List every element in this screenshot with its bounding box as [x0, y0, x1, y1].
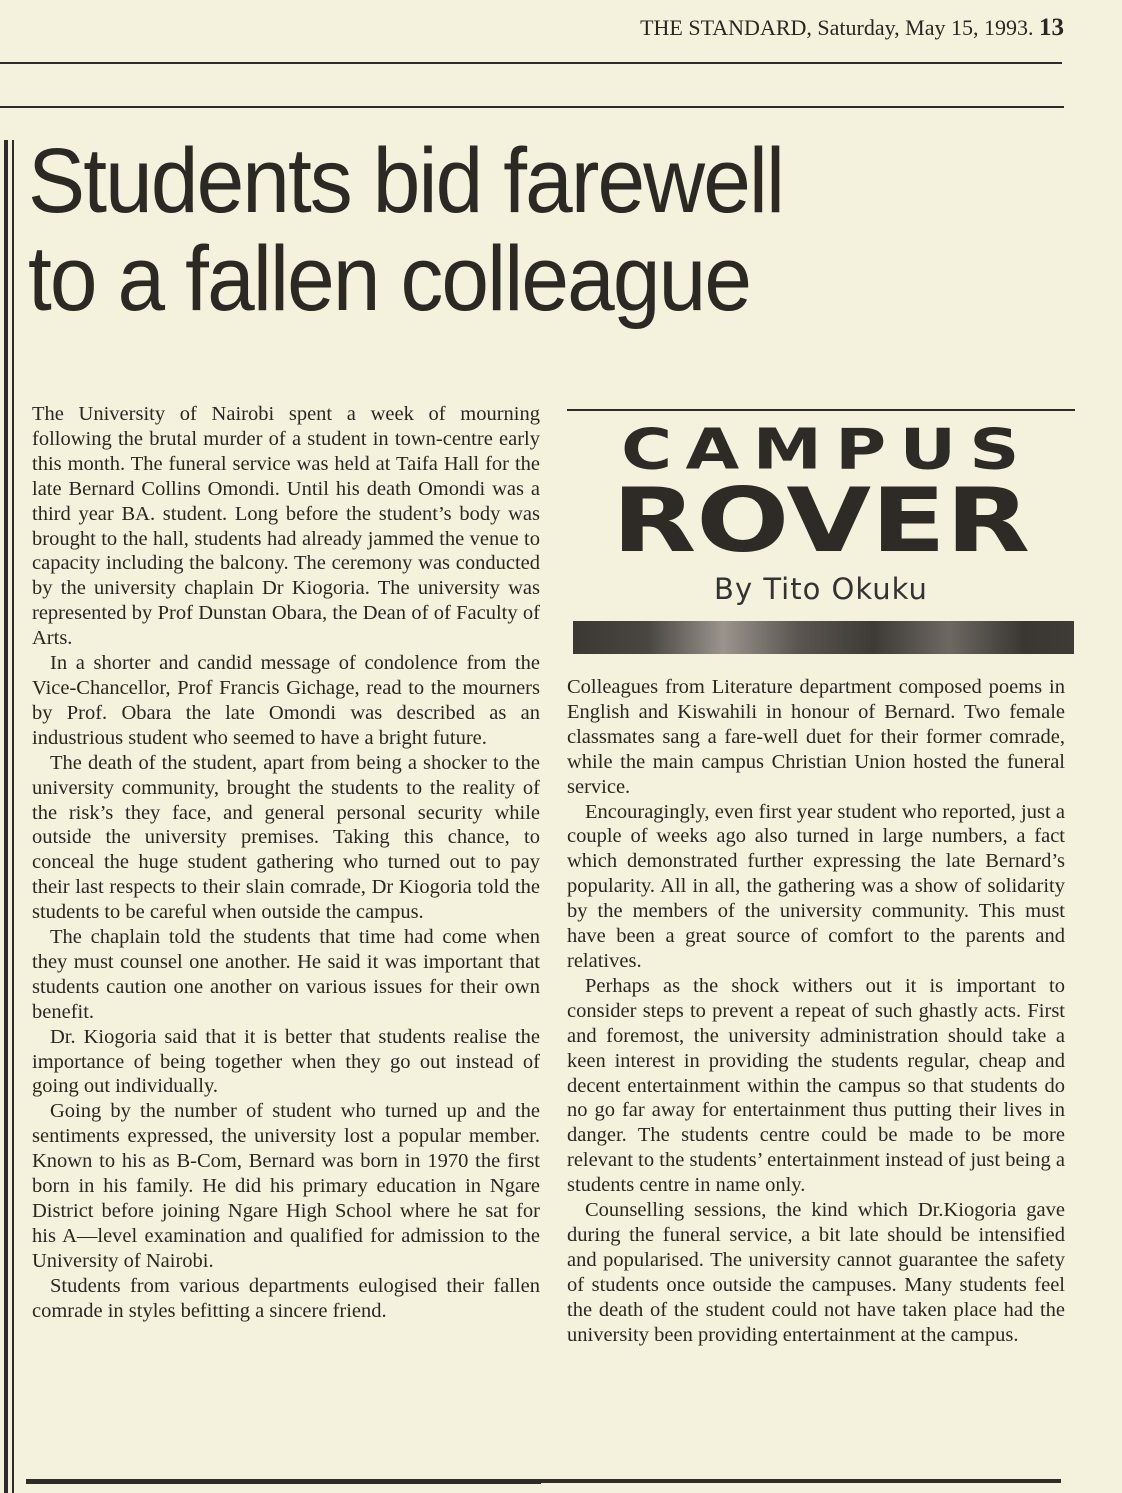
column-title-rover: ROVER [611, 468, 1031, 572]
bottom-rule-left [26, 1479, 541, 1484]
second-rule [0, 106, 1064, 108]
paragraph: Students from various departments eulogised their fallen comrade in styles befitting a sincere friend. [32, 1274, 540, 1322]
byline: By Tito Okuku [714, 572, 928, 606]
paragraph: In a shorter and candid message of condolence from the Vice-Chancellor, Prof Francis Gichage, read to the mourners by Prof. Obara the late Omondi was described as an industrious student who seemed to have a bright future. [32, 652, 540, 749]
bottom-rule-right [541, 1479, 1061, 1483]
paragraph: Dr. Kiogoria said that it is better that students realise the importance of being together when they go out instead of going out individually. [32, 1025, 540, 1098]
headline-line-2: to a fallen colleague [28, 228, 751, 330]
left-border-thick [4, 140, 8, 1493]
left-border-thin [12, 140, 14, 1493]
headline-line-1: Students bid farewell [28, 130, 784, 232]
column-box-top-rule [567, 409, 1075, 411]
decorative-shaded-bar [573, 621, 1074, 654]
article-column-right [567, 675, 1065, 1347]
paragraph: The chaplain told the students that time had come when they must counsel one another. He said it was important that students caution one another on various issues for their own benefit. [32, 926, 540, 1023]
paragraph: Counselling sessions, the kind which Dr.Kiogoria gave during the funeral service, a bit late should be intensified and popularised. The university cannot guarantee the safety of students once outside the campuses. Many students feel the death of the student could not have taken place had the university been providing entertainment at the campus. [567, 1199, 1065, 1346]
masthead [640, 14, 1064, 42]
paragraph: Perhaps as the shock withers out it is important to consider steps to prevent a repeat of such ghastly acts. First and foremost, the university administration should take a keen interest in providing the students regular, cheap and decent entertainment within the campus so that students do no go far away for entertainment thus putting their lives in danger. The students centre could be made to be more relevant to the students’ entertainment instead of just being a students centre in name only. [567, 974, 1065, 1197]
paragraph: The University of Nairobi spent a week of mourning following the brutal murder of a student in town-centre early this month. The funeral service was held at Taifa Hall for the late Bernard Collins Omondi. Until his death Omondi was a third year BA. student. Long before the student’s body was brought to the hall, students had already jammed the venue to capacity including the balcony. The ceremony was conducted by the university chaplain Dr Kiogoria. The university was represented by Prof Dunstan Obara, the Dean of of Faculty of Arts. [32, 403, 540, 650]
column-title-campus: CAMPUS [621, 416, 1033, 483]
headline [28, 132, 1014, 328]
article-column-left [32, 402, 540, 1324]
top-rule [0, 62, 1062, 64]
paragraph: The death of the student, apart from being a shocker to the university community, brought the students to the reality of the risk’s they face, and general personal security while outside the university premises. Taking this chance, to conceal the huge student gathering who turned out to pay their last respects to their slain comrade, Dr Kiogoria told the students to be careful when outside the campus. [32, 751, 540, 924]
campus-rover-logo [567, 416, 1075, 606]
paragraph: Colleagues from Literature department composed poems in English and Kiswahili in honour of Bernard. Two female classmates sang a fare-well duet for their former comrade, while the main campus Christian Union hosted the funeral service. [567, 676, 1065, 798]
masthead-paper-date: THE STANDARD, Saturday, May 15, 1993. [640, 15, 1034, 40]
paragraph: Going by the number of student who turned up and the sentiments expressed, the university lost a popular member. Known to his as B-Com, Bernard was born in 1970 the first born in his family. He did his primary education in Ngare District before joining Ngare High School where he sat for his A—level examination and qualified for admission to the University of Nairobi. [32, 1100, 540, 1272]
paragraph: Encouragingly, even first year student who reported, just a couple of weeks ago also turned in large numbers, a fact which demonstrated further expressing the late Bernard’s popularity. All in all, the gathering was a show of solidarity by the members of the university community. This must have been a great source of comfort to the parents and relatives. [567, 800, 1065, 972]
page-number: 13 [1039, 14, 1064, 41]
